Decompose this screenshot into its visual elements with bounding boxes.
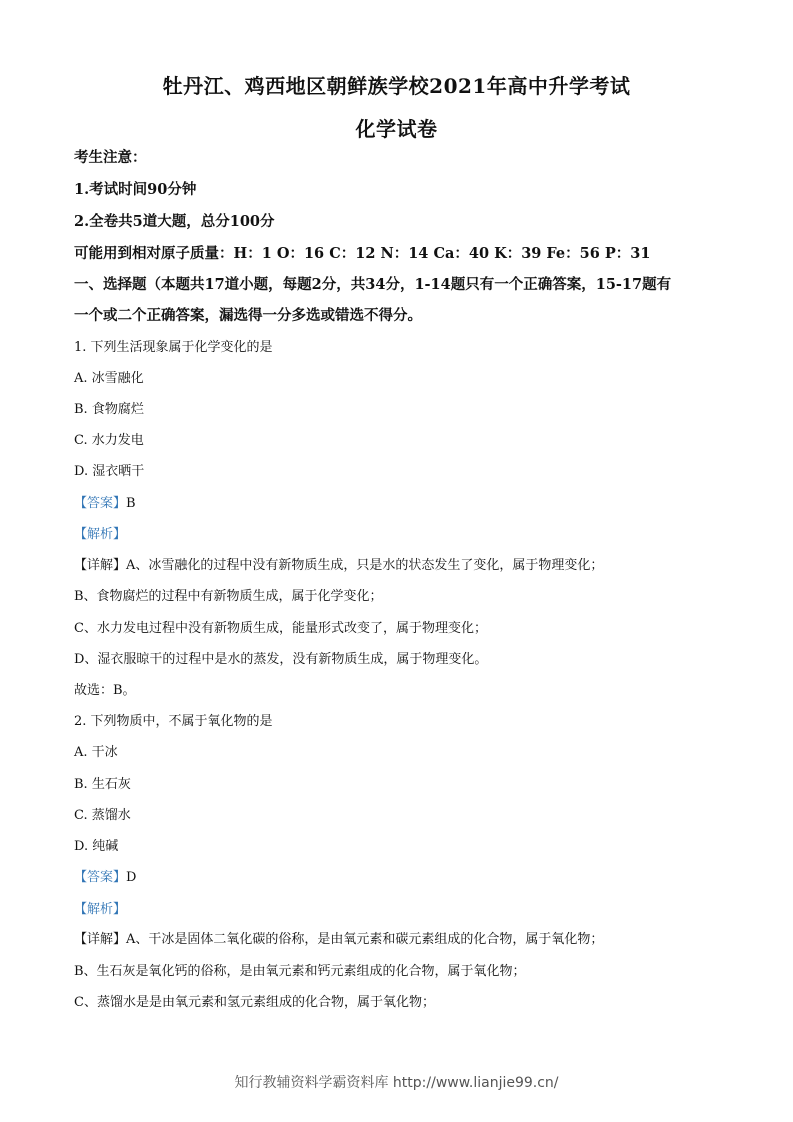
q2-option-b: B. 生石灰 (74, 777, 131, 792)
q1-detail-d: D、湿衣服晾干的过程中是水的蒸发，没有新物质生成，属于物理变化。 (74, 652, 488, 667)
q1-option-d: D. 湿衣晒干 (74, 464, 145, 479)
q2-detail-b: B、生石灰是氧化钙的俗称，是由氧元素和钙元素组成的化合物，属于氧化物； (74, 964, 526, 979)
answer-label: 【答案】 (74, 870, 127, 885)
detail-label: 【详解】 (74, 932, 127, 947)
exam-title: 牡丹江、鸡西地区朝鲜族学校2021年高中升学考试 (162, 74, 631, 98)
q1-option-c: C. 水力发电 (74, 433, 144, 448)
q2-option-d: D. 纯碱 (74, 839, 119, 854)
q1-option-b: B. 食物腐烂 (74, 402, 144, 417)
atomic-masses: 可能用到相对原子质量：H：1 O：16 C：12 N：14 Ca：40 K：39 Fe：56 P：31 (74, 245, 651, 262)
answer-label: 【答案】 (74, 496, 127, 511)
notice-item-time: 1.考试时间90分钟 (74, 181, 197, 198)
notice-item-total: 2.全卷共5道大题，总分100分 (74, 213, 275, 230)
q1-detail-a (74, 558, 724, 574)
q2-detail-c: C、蒸馏水是是由氧元素和氢元素组成的化合物，属于氧化物； (74, 995, 435, 1010)
detail-text: A、干冰是固体二氧化碳的俗称，是由氧元素和碳元素组成的化合物，属于氧化物； (126, 932, 604, 947)
q1-stem: 1. 下列生活现象属于化学变化的是 (74, 340, 273, 355)
section1-instructions-line1: 一、选择题（本题共17道小题，每题2分，共34分，1-14题只有一个正确答案，15-17题有 (74, 276, 672, 293)
answer-value: D (126, 870, 137, 885)
q1-conclusion: 故选：B。 (74, 683, 136, 698)
q2-answer (74, 870, 724, 886)
section1-instructions-line2: 一个或二个正确答案，漏选得一分多选或错选不得分。 (74, 307, 422, 324)
q2-analysis-label: 【解析】 (74, 902, 127, 917)
q1-analysis-label: 【解析】 (74, 527, 127, 542)
footer-watermark: 知行教辅资料学霸资料库 http://www.lianjie99.cn/ (234, 1075, 559, 1091)
q1-detail-c: C、水力发电过程中没有新物质生成，能量形式改变了，属于物理变化； (74, 621, 487, 636)
detail-text: A、冰雪融化的过程中没有新物质生成，只是水的状态发生了变化，属于物理变化； (126, 558, 604, 573)
q1-option-a: A. 冰雪融化 (74, 371, 144, 386)
q2-option-a: A. 干冰 (74, 745, 118, 760)
detail-label: 【详解】 (74, 558, 127, 573)
q1-detail-b: B、食物腐烂的过程中有新物质生成，属于化学变化； (74, 589, 383, 604)
exam-subtitle: 化学试卷 (355, 117, 438, 141)
notice-heading: 考生注意： (74, 149, 147, 166)
q1-answer (74, 496, 724, 512)
q2-detail-a (74, 932, 724, 948)
answer-value: B (126, 496, 136, 511)
q2-stem: 2. 下列物质中，不属于氧化物的是 (74, 714, 273, 729)
q2-option-c: C. 蒸馏水 (74, 808, 131, 823)
